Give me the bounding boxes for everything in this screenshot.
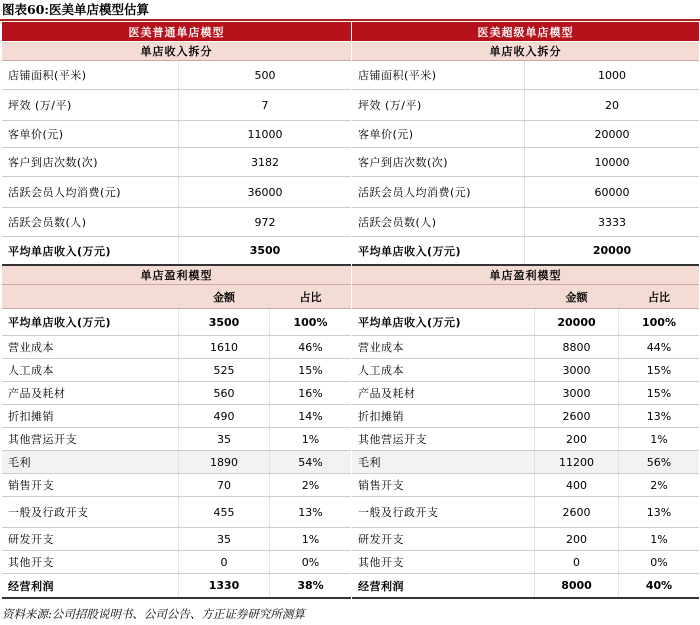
row-label: 人工成本 bbox=[358, 364, 404, 377]
row-share: 1% bbox=[618, 528, 699, 550]
row-label: 活跃会员人均消费(元) bbox=[8, 186, 122, 199]
row-share: 44% bbox=[618, 336, 699, 358]
row-amount: 490 bbox=[178, 405, 269, 427]
page-title: 图表60:医美单店模型估算 bbox=[2, 2, 150, 17]
row-label: 其他开支 bbox=[358, 556, 404, 569]
table-row bbox=[2, 90, 351, 121]
row-share: 15% bbox=[269, 359, 351, 381]
table-row bbox=[352, 551, 699, 574]
table-row bbox=[2, 528, 351, 551]
row-label: 人工成本 bbox=[8, 364, 54, 377]
row-share: 15% bbox=[618, 359, 699, 381]
row-label: 研发开支 bbox=[8, 533, 54, 546]
table-row bbox=[2, 148, 351, 177]
row-amount: 1610 bbox=[178, 336, 269, 358]
row-amount: 200 bbox=[534, 428, 618, 450]
row-amount: 455 bbox=[178, 497, 269, 527]
row-label: 折扣摊销 bbox=[358, 410, 404, 423]
row-amount: 1890 bbox=[178, 451, 269, 473]
table-row bbox=[352, 428, 699, 451]
table-row bbox=[2, 551, 351, 574]
row-amount: 525 bbox=[178, 359, 269, 381]
row-value: 20000 bbox=[524, 237, 699, 264]
row-label: 产品及耗材 bbox=[358, 387, 416, 400]
revenue-section-label: 单店收入拆分 bbox=[140, 45, 213, 58]
column-header-share: 占比 bbox=[618, 285, 699, 308]
row-label: 其他营运开支 bbox=[8, 433, 77, 446]
row-amount: 70 bbox=[178, 474, 269, 496]
row-label: 折扣摊销 bbox=[8, 410, 54, 423]
row-share: 2% bbox=[618, 474, 699, 496]
panel-header bbox=[352, 22, 699, 42]
table-row bbox=[352, 148, 699, 177]
row-value: 972 bbox=[178, 208, 351, 236]
row-share: 16% bbox=[269, 382, 351, 404]
row-label: 坪效 (万/平) bbox=[8, 99, 72, 112]
table-row bbox=[2, 336, 351, 359]
operating-profit-row bbox=[352, 574, 699, 599]
table-row bbox=[352, 336, 699, 359]
table-row bbox=[352, 405, 699, 428]
row-share: 1% bbox=[269, 428, 351, 450]
row-label: 销售开支 bbox=[358, 479, 404, 492]
row-amount: 3500 bbox=[178, 309, 269, 335]
source-note: 资料来源:公司招股说明书、公司公告、方正证券研究所测算 bbox=[2, 607, 305, 621]
table-row bbox=[352, 528, 699, 551]
row-label: 客单价(元) bbox=[358, 128, 414, 141]
table-row bbox=[352, 359, 699, 382]
row-label: 平均单店收入(万元) bbox=[8, 316, 112, 329]
row-label: 产品及耗材 bbox=[8, 387, 66, 400]
column-header-share: 占比 bbox=[269, 285, 351, 308]
row-amount: 200 bbox=[534, 528, 618, 550]
row-label: 客单价(元) bbox=[8, 128, 64, 141]
row-amount: 400 bbox=[534, 474, 618, 496]
table-row bbox=[2, 359, 351, 382]
table-row bbox=[2, 208, 351, 237]
row-label: 客户到店次数(次) bbox=[358, 156, 449, 169]
row-amount: 0 bbox=[178, 551, 269, 573]
row-amount: 560 bbox=[178, 382, 269, 404]
row-share: 14% bbox=[269, 405, 351, 427]
row-share: 15% bbox=[618, 382, 699, 404]
gross-profit-row bbox=[352, 451, 699, 474]
row-share: 13% bbox=[269, 497, 351, 527]
row-share: 1% bbox=[618, 428, 699, 450]
row-label: 一般及行政开支 bbox=[358, 506, 439, 519]
operating-profit-row bbox=[2, 574, 351, 599]
row-share: 2% bbox=[269, 474, 351, 496]
row-share: 38% bbox=[269, 574, 351, 597]
row-label: 营业成本 bbox=[8, 341, 54, 354]
table-row bbox=[2, 382, 351, 405]
table-row bbox=[2, 61, 351, 90]
profit-column-header bbox=[352, 285, 699, 309]
column-header-blank bbox=[352, 285, 534, 308]
revenue-section-label: 单店收入拆分 bbox=[489, 45, 562, 58]
standard-store-panel bbox=[2, 22, 352, 602]
row-amount: 1330 bbox=[178, 574, 269, 597]
table-row bbox=[2, 497, 351, 528]
row-share: 56% bbox=[618, 451, 699, 473]
row-label: 销售开支 bbox=[8, 479, 54, 492]
row-value: 3333 bbox=[524, 208, 699, 236]
row-label: 活跃会员数(人) bbox=[358, 216, 437, 229]
row-value: 60000 bbox=[524, 177, 699, 207]
row-share: 100% bbox=[269, 309, 351, 335]
row-value: 11000 bbox=[178, 121, 351, 147]
profit-revenue-row bbox=[352, 309, 699, 336]
model-tables bbox=[2, 22, 698, 602]
row-amount: 0 bbox=[534, 551, 618, 573]
row-amount: 3000 bbox=[534, 382, 618, 404]
row-value: 3500 bbox=[178, 237, 351, 264]
row-value: 36000 bbox=[178, 177, 351, 207]
row-label: 毛利 bbox=[358, 456, 381, 469]
table-row bbox=[352, 208, 699, 237]
row-share: 0% bbox=[269, 551, 351, 573]
table-row bbox=[352, 61, 699, 90]
column-header-blank bbox=[2, 285, 178, 308]
row-share: 54% bbox=[269, 451, 351, 473]
table-row bbox=[352, 90, 699, 121]
row-amount: 8000 bbox=[534, 574, 618, 597]
row-label: 店铺面积(平米) bbox=[8, 69, 87, 82]
row-share: 100% bbox=[618, 309, 699, 335]
panel-header-label: 医美超级单店模型 bbox=[477, 25, 574, 39]
revenue-section-header bbox=[2, 42, 351, 61]
profit-section-label: 单店盈利模型 bbox=[140, 269, 213, 282]
row-amount: 3000 bbox=[534, 359, 618, 381]
row-label: 坪效 (万/平) bbox=[358, 99, 422, 112]
row-amount: 2600 bbox=[534, 405, 618, 427]
table-row bbox=[352, 121, 699, 148]
row-label: 研发开支 bbox=[358, 533, 404, 546]
table-row bbox=[352, 177, 699, 208]
row-label: 经营利润 bbox=[358, 579, 404, 593]
row-label: 平均单店收入(万元) bbox=[8, 244, 112, 258]
row-label: 平均单店收入(万元) bbox=[358, 244, 462, 258]
profit-section-header bbox=[2, 266, 351, 285]
profit-column-header bbox=[2, 285, 351, 309]
row-amount: 11200 bbox=[534, 451, 618, 473]
panel-header bbox=[2, 22, 351, 42]
row-share: 40% bbox=[618, 574, 699, 597]
row-amount: 8800 bbox=[534, 336, 618, 358]
gross-profit-row bbox=[2, 451, 351, 474]
row-label: 其他开支 bbox=[8, 556, 54, 569]
row-amount: 35 bbox=[178, 528, 269, 550]
table-row bbox=[2, 474, 351, 497]
table-row bbox=[352, 382, 699, 405]
row-share: 46% bbox=[269, 336, 351, 358]
row-amount: 35 bbox=[178, 428, 269, 450]
table-row bbox=[2, 177, 351, 208]
profit-revenue-row bbox=[2, 309, 351, 336]
column-header-amount: 金额 bbox=[534, 285, 618, 308]
row-amount: 20000 bbox=[534, 309, 618, 335]
row-label: 经营利润 bbox=[8, 579, 54, 593]
row-value: 1000 bbox=[524, 61, 699, 89]
row-value: 10000 bbox=[524, 148, 699, 176]
table-row bbox=[2, 121, 351, 148]
profit-section-header bbox=[352, 266, 699, 285]
row-value: 7 bbox=[178, 90, 351, 120]
row-share: 13% bbox=[618, 497, 699, 527]
panel-header-label: 医美普通单店模型 bbox=[128, 25, 225, 39]
row-label: 一般及行政开支 bbox=[8, 506, 89, 519]
row-label: 客户到店次数(次) bbox=[8, 156, 99, 169]
table-row bbox=[2, 405, 351, 428]
row-label: 其他营运开支 bbox=[358, 433, 427, 446]
row-share: 0% bbox=[618, 551, 699, 573]
row-share: 13% bbox=[618, 405, 699, 427]
revenue-total-row bbox=[352, 237, 699, 266]
row-label: 活跃会员人均消费(元) bbox=[358, 186, 472, 199]
super-store-panel bbox=[352, 22, 699, 602]
table-row bbox=[2, 428, 351, 451]
row-value: 500 bbox=[178, 61, 351, 89]
row-label: 营业成本 bbox=[358, 341, 404, 354]
row-label: 店铺面积(平米) bbox=[358, 69, 437, 82]
row-value: 20000 bbox=[524, 121, 699, 147]
column-header-amount: 金额 bbox=[178, 285, 269, 308]
table-row bbox=[352, 497, 699, 528]
row-label: 毛利 bbox=[8, 456, 31, 469]
profit-section-label: 单店盈利模型 bbox=[489, 269, 562, 282]
revenue-total-row bbox=[2, 237, 351, 266]
row-value: 3182 bbox=[178, 148, 351, 176]
row-value: 20 bbox=[524, 90, 699, 120]
revenue-section-header bbox=[352, 42, 699, 61]
row-label: 平均单店收入(万元) bbox=[358, 316, 462, 329]
title-rule bbox=[0, 19, 700, 21]
row-amount: 2600 bbox=[534, 497, 618, 527]
row-label: 活跃会员数(人) bbox=[8, 216, 87, 229]
table-row bbox=[352, 474, 699, 497]
row-share: 1% bbox=[269, 528, 351, 550]
